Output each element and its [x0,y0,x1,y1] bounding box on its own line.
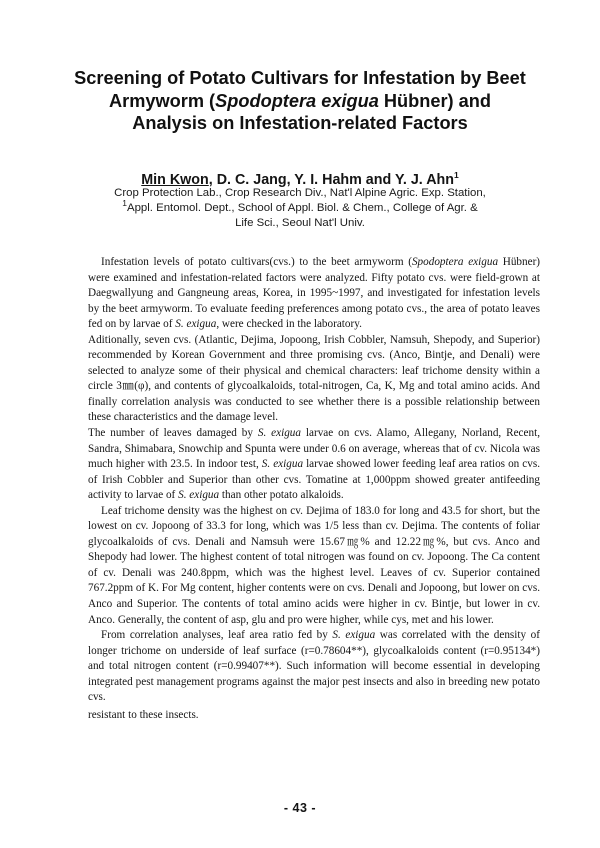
affiliation-line-2: $^1$Appl. Entomol. Dept., School of Appl. Biol. & Chem., College of Agr. & [122,198,478,215]
page-number: - 43 - [283,801,317,815]
first-author: Min Kwon [141,172,209,188]
affiliation-line-1: Crop Protection Lab., Crop Research Div., Nat'l Alpine Agric. Exp. Station, [114,187,486,199]
title-line-3: Analysis on Infestation-related Factors [132,113,468,133]
affiliations [40,186,560,232]
co-authors: , D. C. Jang, Y. I. Hahm and Y. J. Ahn [208,172,454,188]
title-line-1: Screening of Potato Cultivars for Infestation by Beet [74,68,526,88]
abstract-paragraph-5: From correlation analyses, leaf area ratio fed by S. exigua was correlated with the density of longer trichome on underside of leaf surface (r=0.78604**), glycoalkaloids content (r=0.95134*) and total nitrogen content (r=0.99407**). Such information will become essential in developing integrated pest management programs against the major pest insects and also in breeding new potato cvs. [88,629,540,704]
abstract-paragraph-1: Infestation levels of potato cultivars(cvs.) to the beet armyworm (Spodoptera exigua Hübner) were examined and infestation-related factors were analyzed. Fifty potato cvs. were field-grown at Daegwallyung and Gangneung areas, Korea, in 1995~1997, and investigated for infestation levels by the beet armyworm. To evaluate feeding preferences among potato cvs., the area of potato leaves fed on by larvae of S. exigua, were checked in the laboratory. [88,256,541,331]
abstract-paragraph-2: Aditionally, seven cvs. (Atlantic, Dejima, Jopoong, Irish Cobbler, Namsuh, Shepody, and Superior) recommended by Korean Government and three promising cvs. (Anco, Bintje, and Denali) were selected to analyze some of their physical and chemical characters: leaf trichome density within a circle 3㎜(φ), and contents of glycoalkaloids, total-nitrogen, Ca, K, Mg and total amino acids. And finally correlation analysis was conducted to see whether there is a possible relationship between these characteristics and the damage level. [88,333,540,424]
abstract-paragraph-4: Leaf trichome density was the highest on cv. Dejima of 183.0 for long and 43.5 for short, but the lowest on cv. Jopoong of 33.3 for long, which was 1/5 less than cv. Dejima. The contents of foliar glycoalkaloids of cvs. Denali and Namsuh were 15.67㎎% and 12.22㎎%, but cvs. Anco and Shepody had lower. The highest content of total nitrogen was found on cv. Jopoong. The Ca content of cv. Denali was 240.8ppm, which was the highest level. Leaves of cv. Superior contained 767.2ppm of K. For Mg content, higher contents were on cvs. Denali and Jopoong, but lower on cvs. Anco and Superior. The contents of total amino acids were higher in cv. Bintje, but lower in cv. Anco. Generally, the content of asp, glu and pro were higher, while cys, met and his lower. [88,504,540,626]
author-affiliation-mark: 1 [454,170,459,181]
abstract-body [88,255,540,723]
title-line-2: Armyworm (Spodoptera exigua Hübner) and [109,90,491,111]
paper-title [40,67,560,135]
abstract-final-line: resistant to these insects. [88,708,199,721]
affiliation-line-3: Life Sci., Seoul Nat'l Univ. [235,217,365,230]
abstract-paragraph-3: The number of leaves damaged by S. exigua larvae on cvs. Alamo, Allegany, Norland, Recent, Sandra, Shimabara, Snowchip and Spunta were under 0.6 on average, whereas that of cv. Nicola was much higher with 23.5. In indoor test, S. exigua larvae showed lower feeding leaf area ratios on cvs. of Irish Cobbler and Superior than other cvs. Tomatine at 1,000ppm showed greater antifeeding activity to larvae of S. exigua than other potato alkaloids. [88,427,540,502]
title-species-name: Spodoptera exigua [215,90,379,111]
